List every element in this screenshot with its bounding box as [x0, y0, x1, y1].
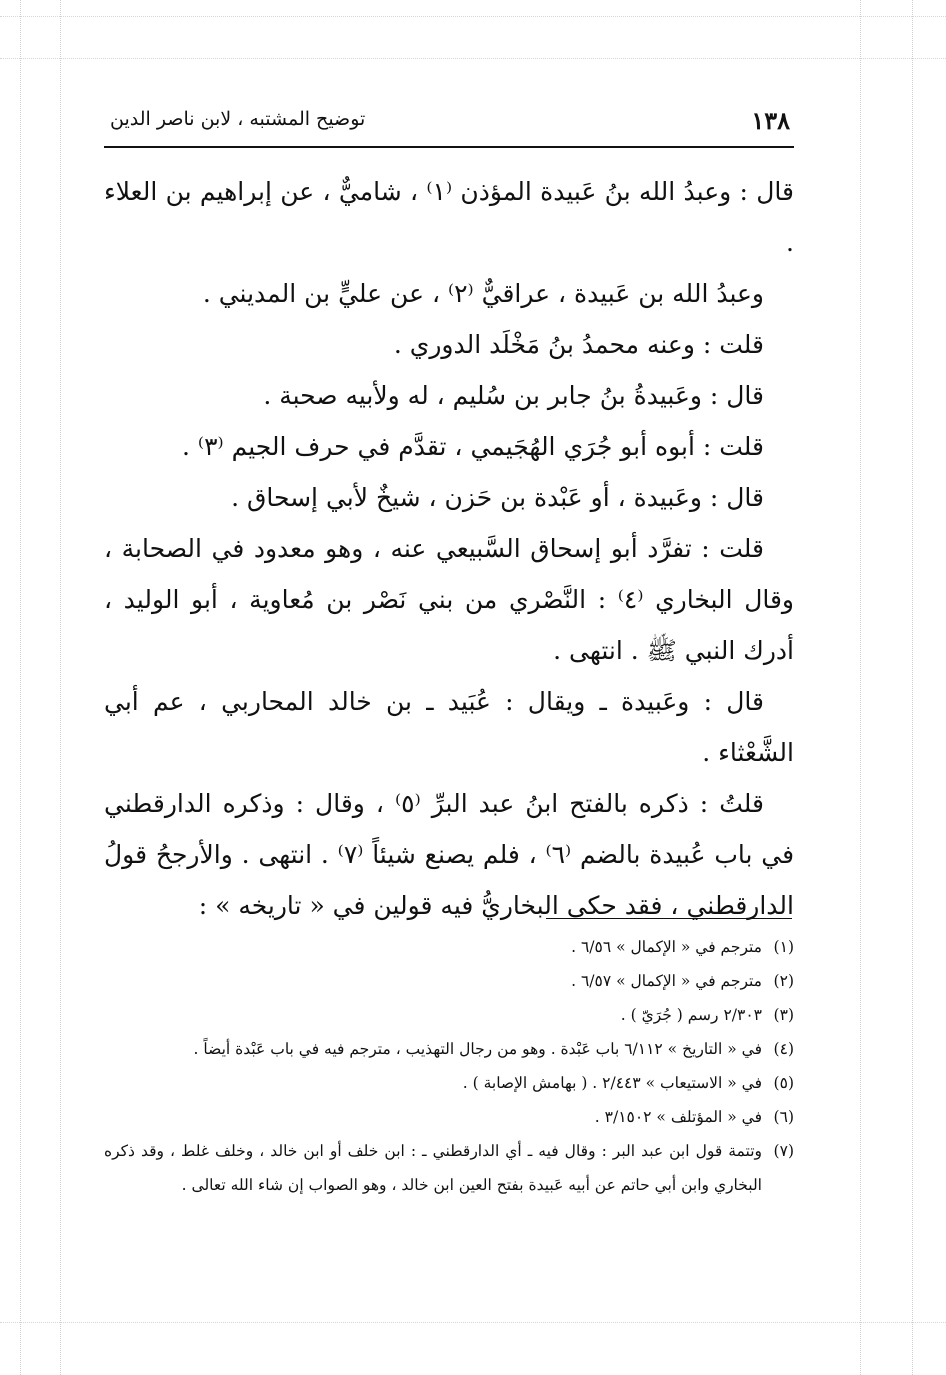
paragraph: قلت : وعنه محمدُ بنُ مَخْلَد الدوري .	[393, 330, 764, 359]
footnote-number: (٢)	[773, 972, 794, 990]
paragraph: قلتُ : ذكره بالفتح ابنُ عبد البرِّ ⁽٥⁾ ، وقال : وذكره الدارقطني في باب عُبيدة بالضم ⁽٦⁾ ، فلم يصنع شيئاً ⁽٧⁾ . انتهى . والأرجحُ قولُ الدارقطني ، فقد حكى البخاريُّ فيه قولين في « تاريخه » :	[104, 789, 795, 920]
paragraph: قلت : أبوه أبو جُرَي الهُجَيمي ، تقدَّم في حرف الجيم ⁽٣⁾ .	[182, 432, 764, 461]
footnote	[104, 1134, 794, 1202]
footnote-number: (١)	[773, 938, 794, 956]
scan-guide-line	[20, 0, 21, 1375]
scan-guide-line	[860, 0, 861, 1375]
scan-guide-line	[0, 1322, 946, 1323]
footnote-number: (٣)	[773, 1006, 794, 1024]
footnote-text: في « الاستيعاب » ٢/٤٤٣ . ( بهامش الإصابة ) .	[462, 1074, 762, 1092]
footnote-number: (٤)	[773, 1040, 794, 1058]
footnotes	[104, 930, 794, 1202]
footnote-text: وتتمة قول ابن عبد البر : وقال فيه ـ أي الدارقطني ـ : ابن خلف أو ابن خالد ، وخلف غلط ، وقد ذكره البخاري وابن أبي حاتم عن أبيه عَبيدة بفتح العين ابن خالد ، وهو الصواب إن شاء الله تعالى .	[104, 1142, 762, 1194]
running-title: توضيح المشتبه ، لابن ناصر الدين	[110, 108, 366, 130]
footnote	[104, 1066, 794, 1100]
footnote-text: في « التاريخ » ٦/١١٢ باب عَبْدة . وهو من رجال التهذيب ، مترجم فيه في باب عَبْدة أيضاً .	[193, 1040, 762, 1058]
footnote	[104, 1100, 794, 1134]
footnote	[104, 998, 794, 1032]
paragraph: قال : وعَبيدة ، أو عَبْدة بن حَزن ، شيخٌ لأبي إسحاق .	[231, 483, 764, 512]
footnote-text: مترجم في « الإكمال » ٦/٥٦ .	[571, 938, 762, 956]
paragraph: قال : وعبدُ الله بنُ عَبيدة المؤذن ⁽١⁾ ، شاميٌّ ، عن إبراهيم بن العلاء .	[104, 177, 794, 257]
page-header	[104, 96, 794, 148]
footnote	[104, 930, 794, 964]
main-text	[104, 166, 794, 931]
scan-guide-line	[0, 16, 946, 17]
footnote-separator	[546, 918, 792, 919]
footnote-number: (٧)	[773, 1142, 794, 1160]
paragraph: قال : وعَبيدة ـ ويقال : عُبَيد ـ بن خالد المحاربي ، عم أبي الشَّعْثاء .	[104, 687, 794, 767]
footnote-text: ٢/٣٠٣ رسم ( جُرَيّ ) .	[620, 1006, 762, 1024]
paragraph: قال : وعَبيدةُ بنُ جابر بن سُليم ، له ولأبيه صحبة .	[263, 381, 764, 410]
paragraph: وعبدُ الله بن عَبيدة ، عراقيٌّ ⁽٢⁾ ، عن عليٍّ بن المديني .	[202, 279, 764, 308]
footnote-number: (٥)	[773, 1074, 794, 1092]
page-number: ١٣٨	[751, 106, 790, 135]
paragraph: قلت : تفرَّد أبو إسحاق السَّبيعي عنه ، وهو معدود في الصحابة ، وقال البخاري ⁽٤⁾ : النَّصْري من بني نَصْر بن مُعاوية ، أبو الوليد ، أدرك النبي ﷺ . انتهى .	[104, 534, 795, 665]
footnote-number: (٦)	[773, 1108, 794, 1126]
footnote	[104, 1032, 794, 1066]
footnote-text: مترجم في « الإكمال » ٦/٥٧ .	[571, 972, 762, 990]
footnote	[104, 964, 794, 998]
scan-guide-line	[60, 0, 61, 1375]
scan-guide-line	[0, 58, 946, 59]
footnote-text: في « المؤتلف » ٣/١٥٠٢ .	[594, 1108, 762, 1126]
scan-guide-line	[912, 0, 913, 1375]
